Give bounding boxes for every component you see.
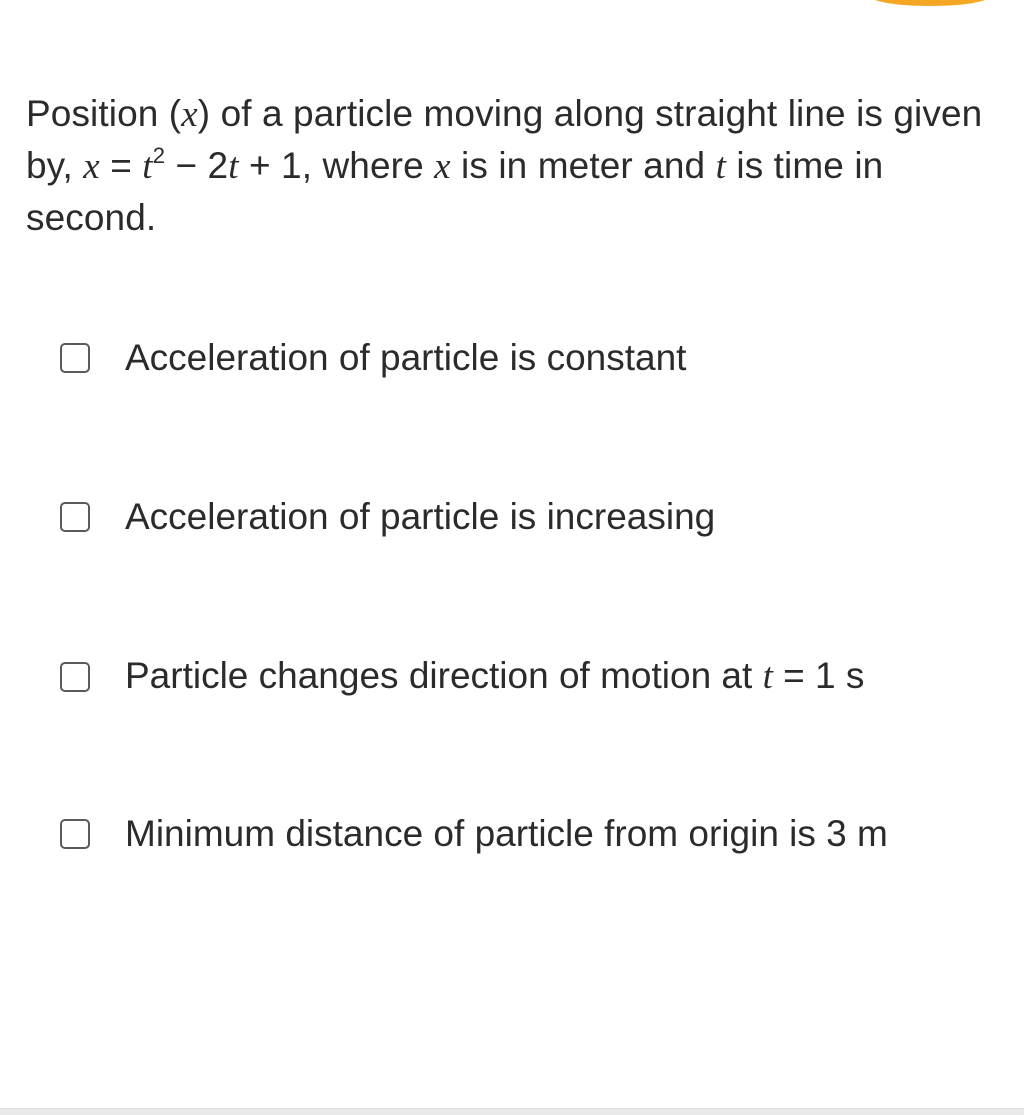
option-2-checkbox[interactable] [60,502,90,532]
option-2[interactable] [60,496,715,538]
question-text: Position (x) of a particle moving along straight line is given by, $x = t^2 - 2t + 1$, where x is in meter and t is time in second. [26,93,983,238]
option-2-label: Acceleration of particle is increasing [125,496,716,537]
bottom-divider [0,1108,1024,1115]
option-3[interactable] [60,655,864,698]
top-accent-shape [870,0,990,6]
option-3-label: Particle changes direction of motion at t = 1 s [125,655,865,697]
option-1-label: Acceleration of particle is constant [125,337,687,378]
option-3-checkbox[interactable] [60,662,90,692]
option-1[interactable] [60,337,686,379]
option-1-checkbox[interactable] [60,343,90,373]
option-4-checkbox[interactable] [60,819,90,849]
option-4[interactable] [60,813,888,855]
option-4-label: Minimum distance of particle from origin is 3 m [125,813,888,854]
